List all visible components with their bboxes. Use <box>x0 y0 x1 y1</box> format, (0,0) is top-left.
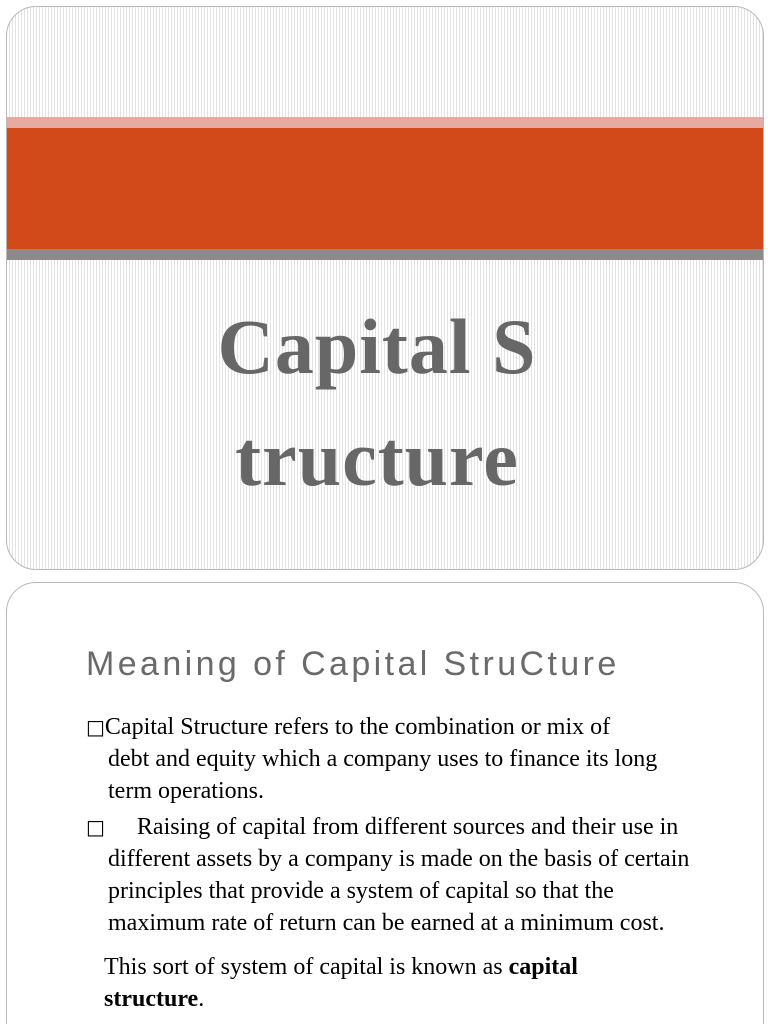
bullet2-line1: Raising of capital from different sources and their use in <box>136 814 679 840</box>
title-container <box>207 291 547 515</box>
square-bullet-icon: □ <box>86 715 105 739</box>
capital-structure-conclusion <box>104 951 664 1015</box>
para3-suffix: . <box>198 986 205 1012</box>
title-slide <box>6 6 764 570</box>
bullet1-line3: term operations. <box>108 778 264 804</box>
accent-band-light <box>7 117 763 128</box>
slide-heading: Meaning of Capital StruCture <box>86 645 620 683</box>
bullet1-line1: Capital Structure refers to the combination or mix of <box>104 714 611 740</box>
bullet-raising-capital <box>86 811 736 939</box>
para3-bold-capital: capital <box>508 954 578 980</box>
accent-band-orange <box>7 128 763 249</box>
para3-prefix: This sort of system of capital is known as <box>104 954 509 980</box>
square-bullet-icon: □ <box>86 815 105 839</box>
para3-bold-structure: structure <box>104 986 199 1012</box>
bullet-capital-structure-definition <box>86 711 726 807</box>
accent-band-gray <box>7 249 763 260</box>
bullet2-line3: principles that provide a system of capital so that the <box>108 878 614 904</box>
bullet1-line2: debt and equity which a company uses to finance its long <box>108 746 658 772</box>
bullet2-line4: maximum rate of return can be earned at a minimum cost. <box>108 910 665 936</box>
slide-title: Capital Structure <box>217 303 537 502</box>
content-slide <box>6 582 764 1024</box>
bullet2-line2: different assets by a company is made on the basis of certain <box>108 846 690 872</box>
